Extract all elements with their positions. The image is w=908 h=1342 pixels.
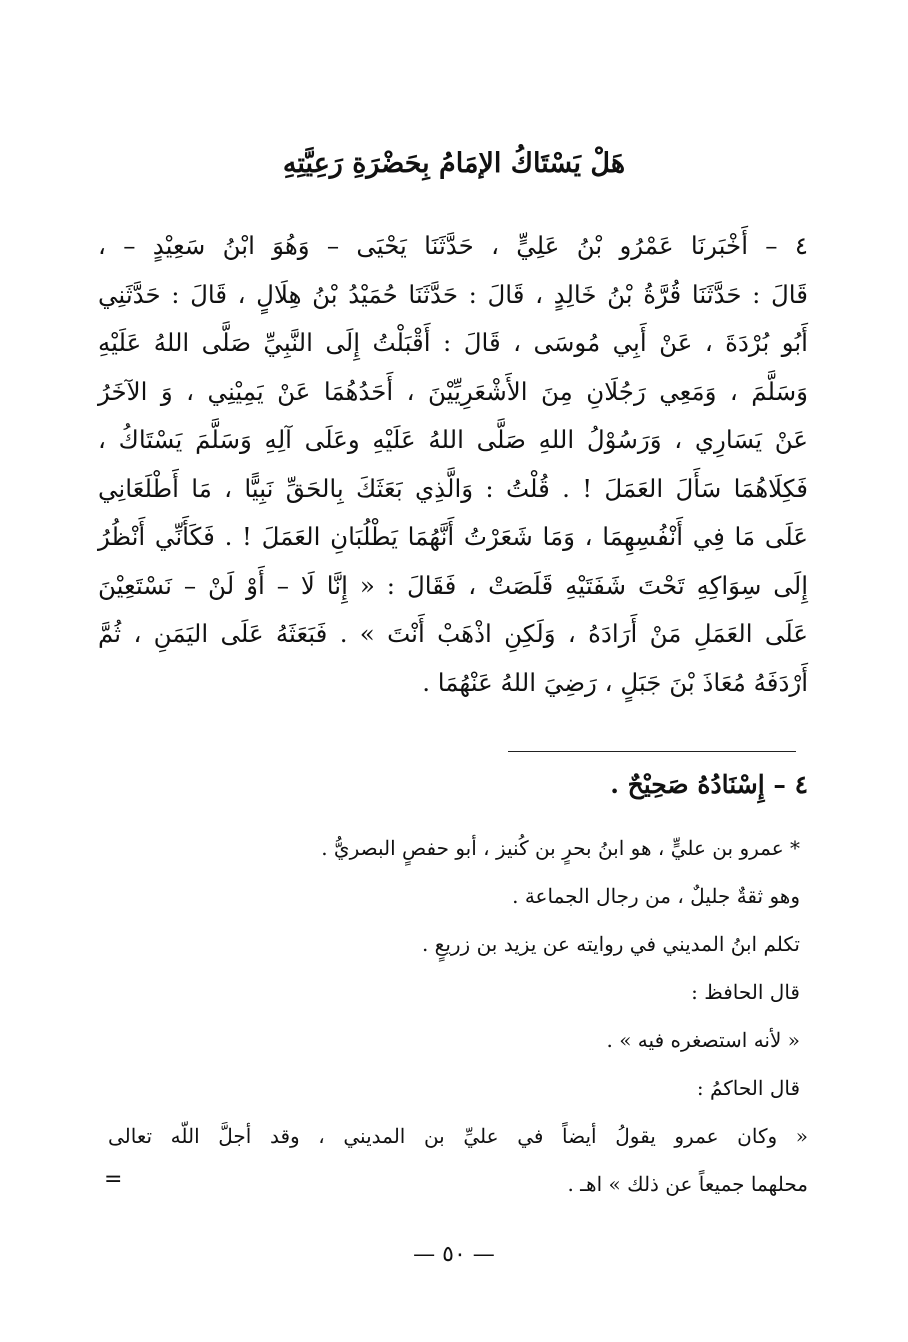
hadith-line: أَبُو بُرْدَةَ ، عَنْ أَبِي مُوسَى ، قَالَ : أَقْبَلْتُ إِلَى النَّبِيِّ صَلَّى اللهُ عَلَيْهِ <box>98 328 808 357</box>
footnotes <box>108 824 808 1208</box>
footnote-line: * عمرو بن عليٍّ ، هو ابنُ بحرٍ بن كُنيز ، أبو حفصٍ البصريُّ . <box>321 836 800 860</box>
hadith-line: أَرْدَفَهُ مُعَاذَ بْنَ جَبَلٍ ، رَضِيَ اللهُ عَنْهُمَا . <box>422 667 808 697</box>
hadith-line: قَالَ : حَدَّثَنَا قُرَّةُ بْنُ خَالِدٍ ، قَالَ : حَدَّثَنَا حُمَيْدُ بْنُ هِلَالٍ ، قَالَ : حَدَّثَنِي <box>98 279 808 309</box>
hadith-line: فَكِلَاهُمَا سَأَلَ العَمَلَ ! . قُلْتُ : وَالَّذِي بَعَثَكَ بِالحَقِّ نَبِيًّا ، مَا أَطْلَعَانِي <box>98 473 808 503</box>
footnote-line: محلهما جميعاً عن ذلك » اهـ . <box>567 1172 808 1196</box>
hadith-text <box>98 222 808 707</box>
hadith-line: ٤ – أَخْبَرنَا عَمْرُو بْنُ عَلِيٍّ ، حَدَّثَنَا يَحْيَى – وَهُوَ ابْنُ سَعِيْدٍ – ، <box>98 231 808 260</box>
hadith-line: إِلَى سِوَاكِهِ تَحْتَ شَفَتَيْهِ قَلَصَتْ ، فَقَالَ : « إِنَّا لَا – أَوْ لَنْ – نَسْتَعِيْنَ <box>98 570 808 600</box>
hadith-line: عَلَى مَا فِي أَنْفُسِهِمَا ، وَمَا شَعَرْتُ أَنَّهُمَا يَطْلُبَانِ العَمَلَ ! . فَكَأَنِّي أَنْظُرُ <box>98 522 808 551</box>
footnote-line: « وكان عمرو يقولُ أيضاً في عليِّ بن المديني ، وقد أجلَّ اللّه تعالى <box>108 1124 808 1148</box>
footnote-divider <box>508 751 796 752</box>
page-number: — ٥٠ — <box>413 1242 495 1267</box>
hadith-line: عَلَى العَمَلِ مَنْ أَرَادَهُ ، وَلَكِنِ اذْهَبْ أَنْتَ » . فَبَعَثَهُ عَلَى اليَمَنِ ، ثُمَّ <box>98 619 808 648</box>
hadith-line: وَسَلَّمَ ، وَمَعِي رَجُلَانِ مِنَ الأَشْعَرِيِّيْنَ ، أَحَدُهُمَا عَنْ يَمِيْنِي ، وَ الآخَرُ <box>98 376 808 406</box>
chapter-heading: هَلْ يَسْتَاكُ الإمَامُ بِحَضْرَةِ رَعِيَّتِهِ <box>282 148 626 179</box>
footnote-line: قال الحاكمُ : <box>696 1076 800 1100</box>
footnote-line: قال الحافظ : <box>691 980 800 1004</box>
footnote-line: تكلم ابنُ المديني في روايته عن يزيد بن زريعٍ . <box>421 932 800 956</box>
footnote-line: وهو ثقةٌ جليلٌ ، من رجال الجماعة . <box>512 884 800 908</box>
continuation-mark: = <box>104 1167 123 1192</box>
hadith-line: عَنْ يَسَارِي ، وَرَسُوْلُ اللهِ صَلَّى اللهُ عَلَيْهِ وعَلَى آلِهِ وَسَلَّمَ يَسْتَاكُ ، <box>98 425 808 454</box>
footnote-line: « لأنه استصغره فيه » . <box>606 1028 800 1052</box>
footnote-heading: ٤ – إِسْنَادُهُ صَحِيْحٌ . <box>610 770 808 799</box>
